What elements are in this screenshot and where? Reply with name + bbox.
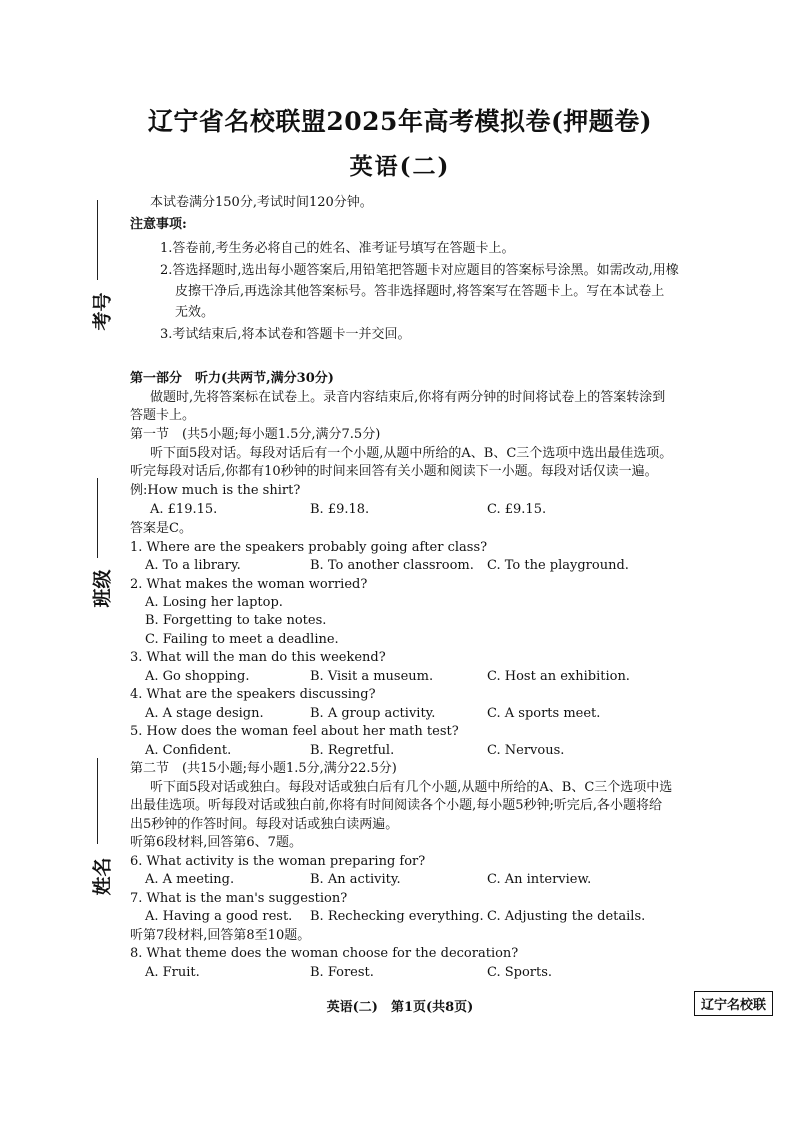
class-label: 班级: [91, 569, 114, 608]
part1-instructions: 做题时,先将答案标在试卷上。录音内容结束后,你将有两分钟的时间将试卷上的答案转涂到: [150, 390, 666, 405]
question-2-option-b: B. Forgetting to take notes.: [145, 613, 327, 628]
score-line: 本试卷满分150分,考试时间120分钟。: [150, 195, 373, 210]
page-subtitle: 英语(二): [349, 153, 451, 180]
example-option-c: C. £9.15.: [487, 502, 547, 517]
question-8: 8. What theme does the woman choose for the decoration?: [130, 946, 519, 961]
question-8-option-c: C. Sports.: [487, 965, 553, 980]
question-3-option-b: B. Visit a museum.: [310, 669, 434, 684]
question-2: 2. What makes the woman worried?: [130, 577, 368, 592]
question-6-option-c: C. An interview.: [487, 872, 592, 887]
question-4-option-a: A. A stage design.: [145, 706, 264, 721]
class-line: [97, 478, 98, 558]
question-2-option-a: A. Losing her laptop.: [145, 595, 283, 610]
section2-instructions-cont2: 出5秒钟的作答时间。每段对话或独白读两遍。: [130, 817, 399, 832]
question-4-option-b: B. A group activity.: [310, 706, 436, 721]
question-6: 6. What activity is the woman preparing for?: [130, 854, 426, 869]
part1-heading: 第一部分 听力(共两节,满分30分): [130, 371, 334, 386]
notice-item-1: 1.答卷前,考生务必将自己的姓名、准考证号填写在答题卡上。: [160, 241, 515, 256]
example-option-a: A. £19.15.: [150, 502, 218, 517]
question-3: 3. What will the man do this weekend?: [130, 650, 386, 665]
part1-instructions-cont: 答题卡上。: [130, 408, 196, 423]
example-answer: 答案是C。: [130, 521, 192, 536]
section2-instructions-cont: 出最佳选项。听每段对话或独白前,你将有时间阅读各个小题,每小题5秒钟;听完后,各小题将给: [130, 798, 663, 813]
question-7: 7. What is the man's suggestion?: [130, 891, 348, 906]
question-7-option-a: A. Having a good rest.: [145, 909, 293, 924]
question-8-option-a: A. Fruit.: [145, 965, 200, 980]
question-5: 5. How does the woman feel about her math test?: [130, 724, 459, 739]
question-6-option-a: A. A meeting.: [145, 872, 235, 887]
exam-no-line: [97, 200, 98, 280]
question-4: 4. What are the speakers discussing?: [130, 687, 376, 702]
section1-instructions-cont: 听完每段对话后,你都有10秒钟的时间来回答有关小题和阅读下一小题。每段对话仅读一遍。: [130, 464, 658, 479]
name-line: [97, 758, 98, 844]
question-3-option-a: A. Go shopping.: [145, 669, 250, 684]
question-6-option-b: B. An activity.: [310, 872, 401, 887]
question-1-option-c: C. To the playground.: [487, 558, 629, 573]
page-footer: 英语(二) 第1页(共8页): [326, 1000, 474, 1015]
question-5-option-b: B. Regretful.: [310, 743, 395, 758]
question-1-option-b: B. To another classroom.: [310, 558, 474, 573]
section1-heading: 第一节 (共5小题;每小题1.5分,满分7.5分): [130, 427, 381, 442]
question-5-option-a: A. Confident.: [145, 743, 232, 758]
question-8-option-b: B. Forest.: [310, 965, 374, 980]
question-4-option-c: C. A sports meet.: [487, 706, 601, 721]
section1-instructions: 听下面5段对话。每段对话后有一个小题,从题中所给的A、B、C三个选项中选出最佳选项。: [150, 446, 673, 461]
name-label: 姓名: [91, 857, 114, 896]
section2-heading: 第二节 (共15小题;每小题1.5分,满分22.5分): [130, 761, 397, 776]
notice-item-2: 2.答选择题时,选出每小题答案后,用铅笔把答题卡对应题目的答案标号涂黑。如需改动,用橡: [160, 263, 679, 278]
question-2-option-c: C. Failing to meet a deadline.: [145, 632, 339, 647]
question-1-option-a: A. To a library.: [145, 558, 241, 573]
notice-item-2-cont: 皮擦干净后,再选涂其他答案标号。答非选择题时,将答案写在答题卡上。写在本试卷上: [175, 284, 665, 299]
material-6-label: 听第6段材料,回答第6、7题。: [130, 835, 302, 850]
exam-no-label: 考号: [91, 292, 114, 331]
question-7-option-c: C. Adjusting the details.: [487, 909, 646, 924]
section2-instructions: 听下面5段对话或独白。每段对话或独白后有几个小题,从题中所给的A、B、C三个选项中选: [150, 780, 673, 795]
question-1: 1. Where are the speakers probably going after class?: [130, 540, 488, 555]
example-option-b: B. £9.18.: [310, 502, 370, 517]
question-3-option-c: C. Host an exhibition.: [487, 669, 630, 684]
footer-stamp: 辽宁名校联: [694, 991, 773, 1016]
question-7-option-b: B. Rechecking everything.: [310, 909, 484, 924]
page-title: 辽宁省名校联盟2025年高考模拟卷(押题卷): [147, 107, 653, 136]
example-question: 例:How much is the shirt?: [130, 483, 301, 498]
material-7-label: 听第7段材料,回答第8至10题。: [130, 928, 311, 943]
notice-item-2-cont2: 无效。: [175, 305, 215, 320]
notice-heading: 注意事项:: [130, 217, 187, 232]
question-5-option-c: C. Nervous.: [487, 743, 565, 758]
notice-item-3: 3.考试结束后,将本试卷和答题卡一并交回。: [160, 327, 411, 342]
